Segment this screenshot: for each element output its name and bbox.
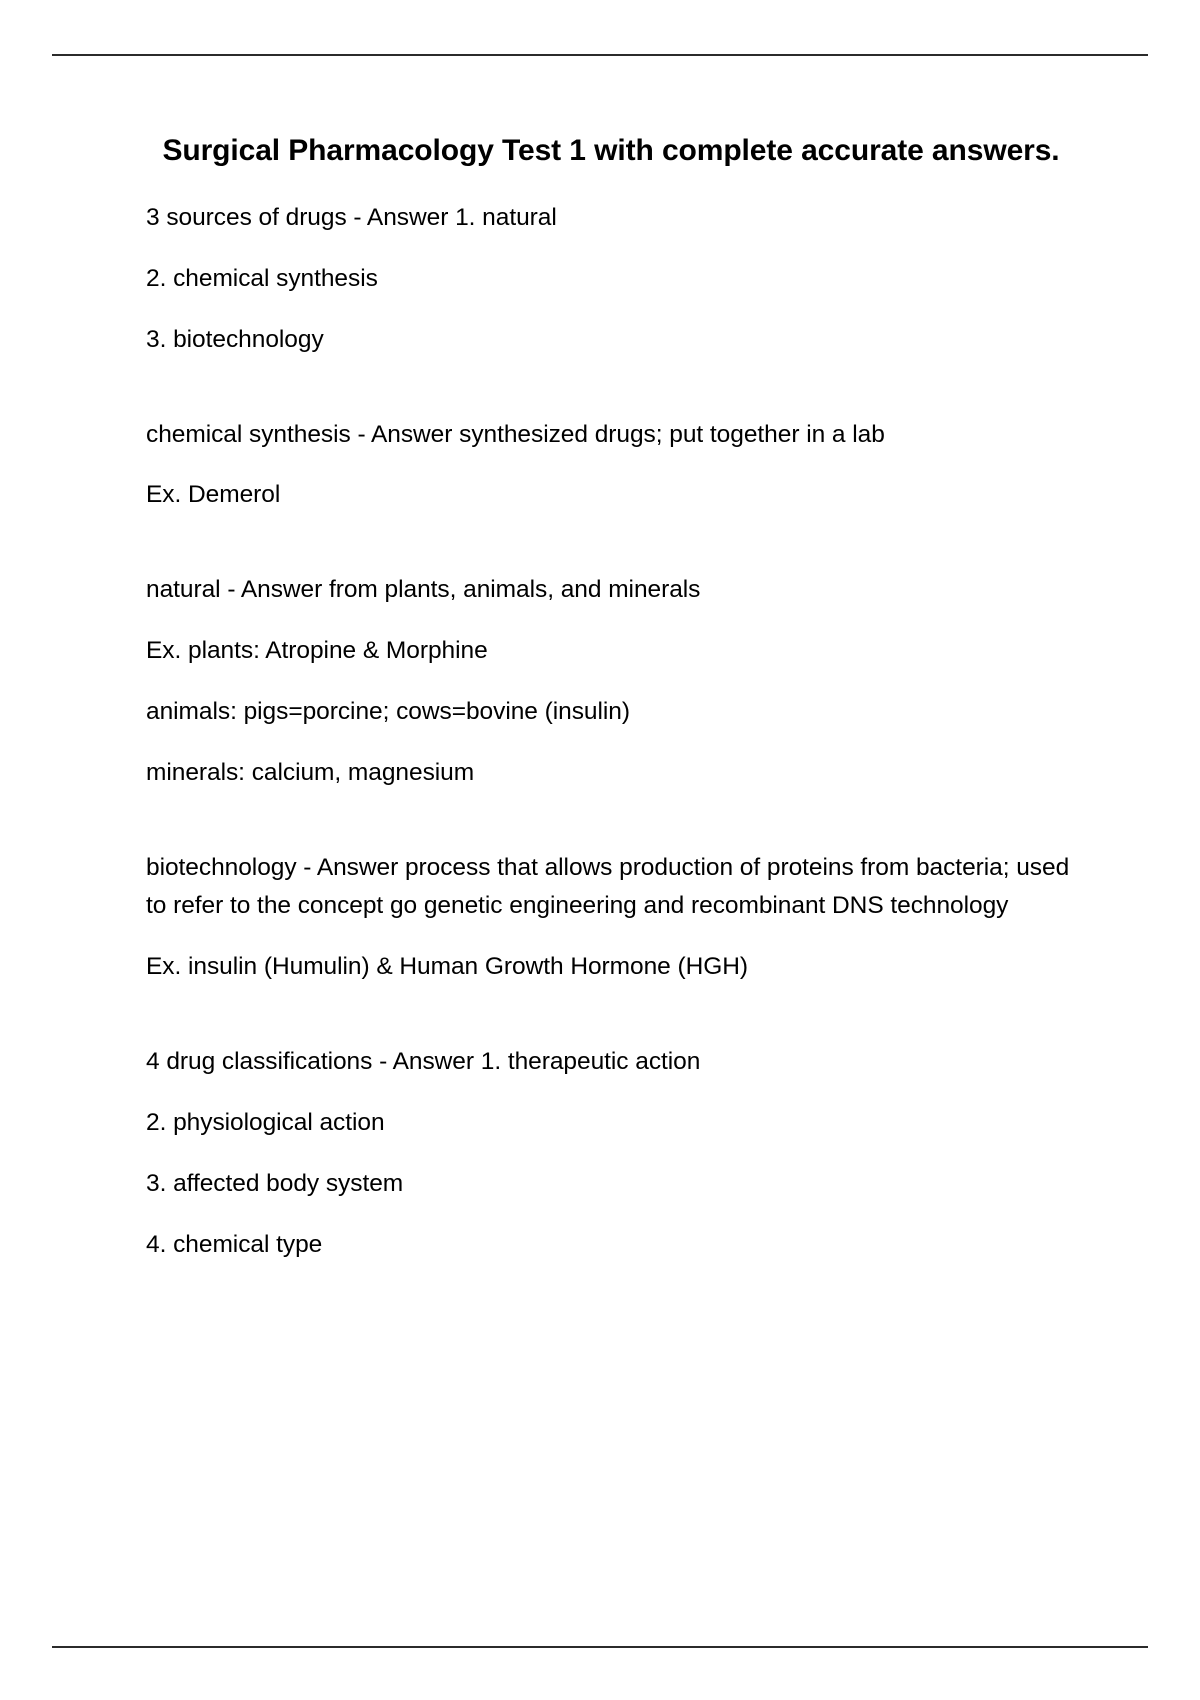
footer-divider: [52, 1646, 1148, 1648]
block-spacer: [146, 382, 1076, 416]
block-spacer: [146, 537, 1076, 571]
text-line: minerals: calcium, magnesium: [146, 759, 475, 787]
text-line: Ex. insulin (Humulin) & Human Growth Hormone (HGH): [146, 953, 748, 981]
content-block-1: [146, 199, 1076, 359]
text-line: 4 drug classifications - Answer 1. therapeutic action: [146, 1048, 701, 1076]
document-content: [146, 130, 1076, 1287]
content-block-4: [146, 849, 1076, 986]
text-line: chemical synthesis - Answer synthesized drugs; put together in a lab: [146, 420, 885, 448]
header-divider: [52, 54, 1148, 56]
content-block-5: [146, 1043, 1076, 1264]
text-line: Ex. plants: Atropine & Morphine: [146, 637, 488, 665]
block-spacer: [146, 815, 1076, 849]
text-line: 2. physiological action: [146, 1109, 385, 1137]
text-line: 2. chemical synthesis: [146, 264, 378, 292]
content-block-2: [146, 416, 1076, 515]
text-line: natural - Answer from plants, animals, and minerals: [146, 576, 701, 604]
content-block-3: [146, 571, 1076, 792]
text-line: 3. biotechnology: [146, 325, 324, 353]
text-line: Ex. Demerol: [146, 481, 281, 509]
page-title: Surgical Pharmacology Test 1 with complete accurate answers.: [162, 134, 1060, 167]
text-line: animals: pigs=porcine; cows=bovine (insulin): [146, 698, 630, 726]
block-spacer: [146, 1009, 1076, 1043]
text-line: biotechnology - Answer process that allows production of proteins from bacteria; used to refer to the concept go genetic engineering and recombinant DNS technology: [146, 854, 1070, 920]
text-line: 3 sources of drugs - Answer 1. natural: [146, 203, 557, 231]
text-line: 3. affected body system: [146, 1170, 404, 1198]
text-line: 4. chemical type: [146, 1231, 323, 1259]
